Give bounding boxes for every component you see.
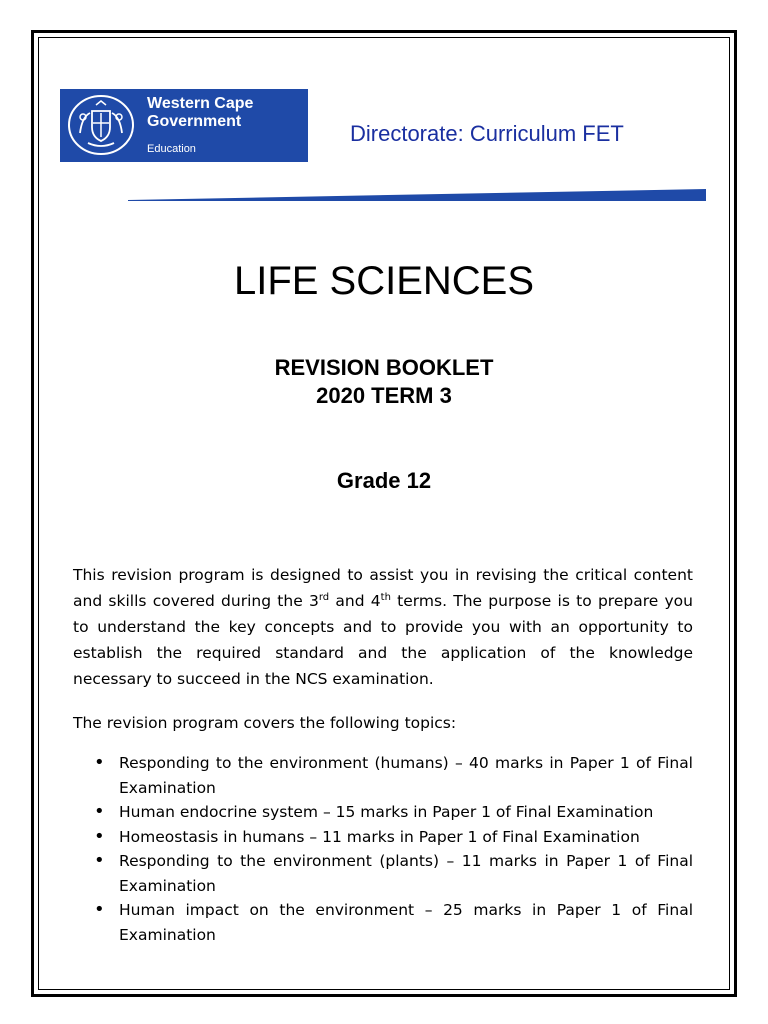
topic-item: • Homeostasis in humans – 11 marks in Paper 1 of Final Examination	[73, 825, 693, 850]
logo-text-education: Education	[147, 143, 196, 155]
document-title: LIFE SCIENCES	[233, 259, 535, 303]
superscript-th: th	[380, 591, 391, 603]
topic-item: • Responding to the environment (plants) – 11 marks in Paper 1 of Final Examination	[73, 849, 693, 898]
coat-of-arms-icon	[66, 93, 136, 158]
logo-text-government: Government	[147, 113, 242, 130]
intro-text-part2: and 4	[329, 592, 381, 610]
topic-item: • Human endocrine system – 15 marks in Paper 1 of Final Examination	[73, 800, 693, 825]
topics-intro: The revision program covers the following topics:	[73, 714, 457, 732]
topic-item: • Human impact on the environment – 25 marks in Paper 1 of Final Examination	[73, 898, 693, 947]
logo-text-western-cape: Western Cape	[147, 95, 254, 112]
topic-item: • Responding to the environment (humans) – 40 marks in Paper 1 of Final Examination	[73, 751, 693, 800]
western-cape-government-logo	[60, 89, 308, 162]
subtitle-term: 2020 TERM 3	[316, 383, 452, 408]
header-divider-rule	[128, 189, 706, 201]
topics-list	[73, 751, 693, 947]
directorate-heading: Directorate: Curriculum FET	[350, 121, 624, 146]
intro-paragraph	[73, 562, 693, 692]
subtitle-booklet: REVISION BOOKLET	[274, 355, 494, 380]
superscript-rd: rd	[318, 591, 330, 603]
grade-heading: Grade 12	[336, 468, 432, 493]
intro-text-part1: This revision program is designed to assist you in revising the critical content and skills covered during the 3	[73, 566, 693, 610]
intro-text-part3: terms. The purpose is to prepare you to understand the key concepts and to provide you with an opportunity to establish the required standard and the application of the knowledge necessary to succeed in the NCS examination.	[73, 592, 693, 688]
